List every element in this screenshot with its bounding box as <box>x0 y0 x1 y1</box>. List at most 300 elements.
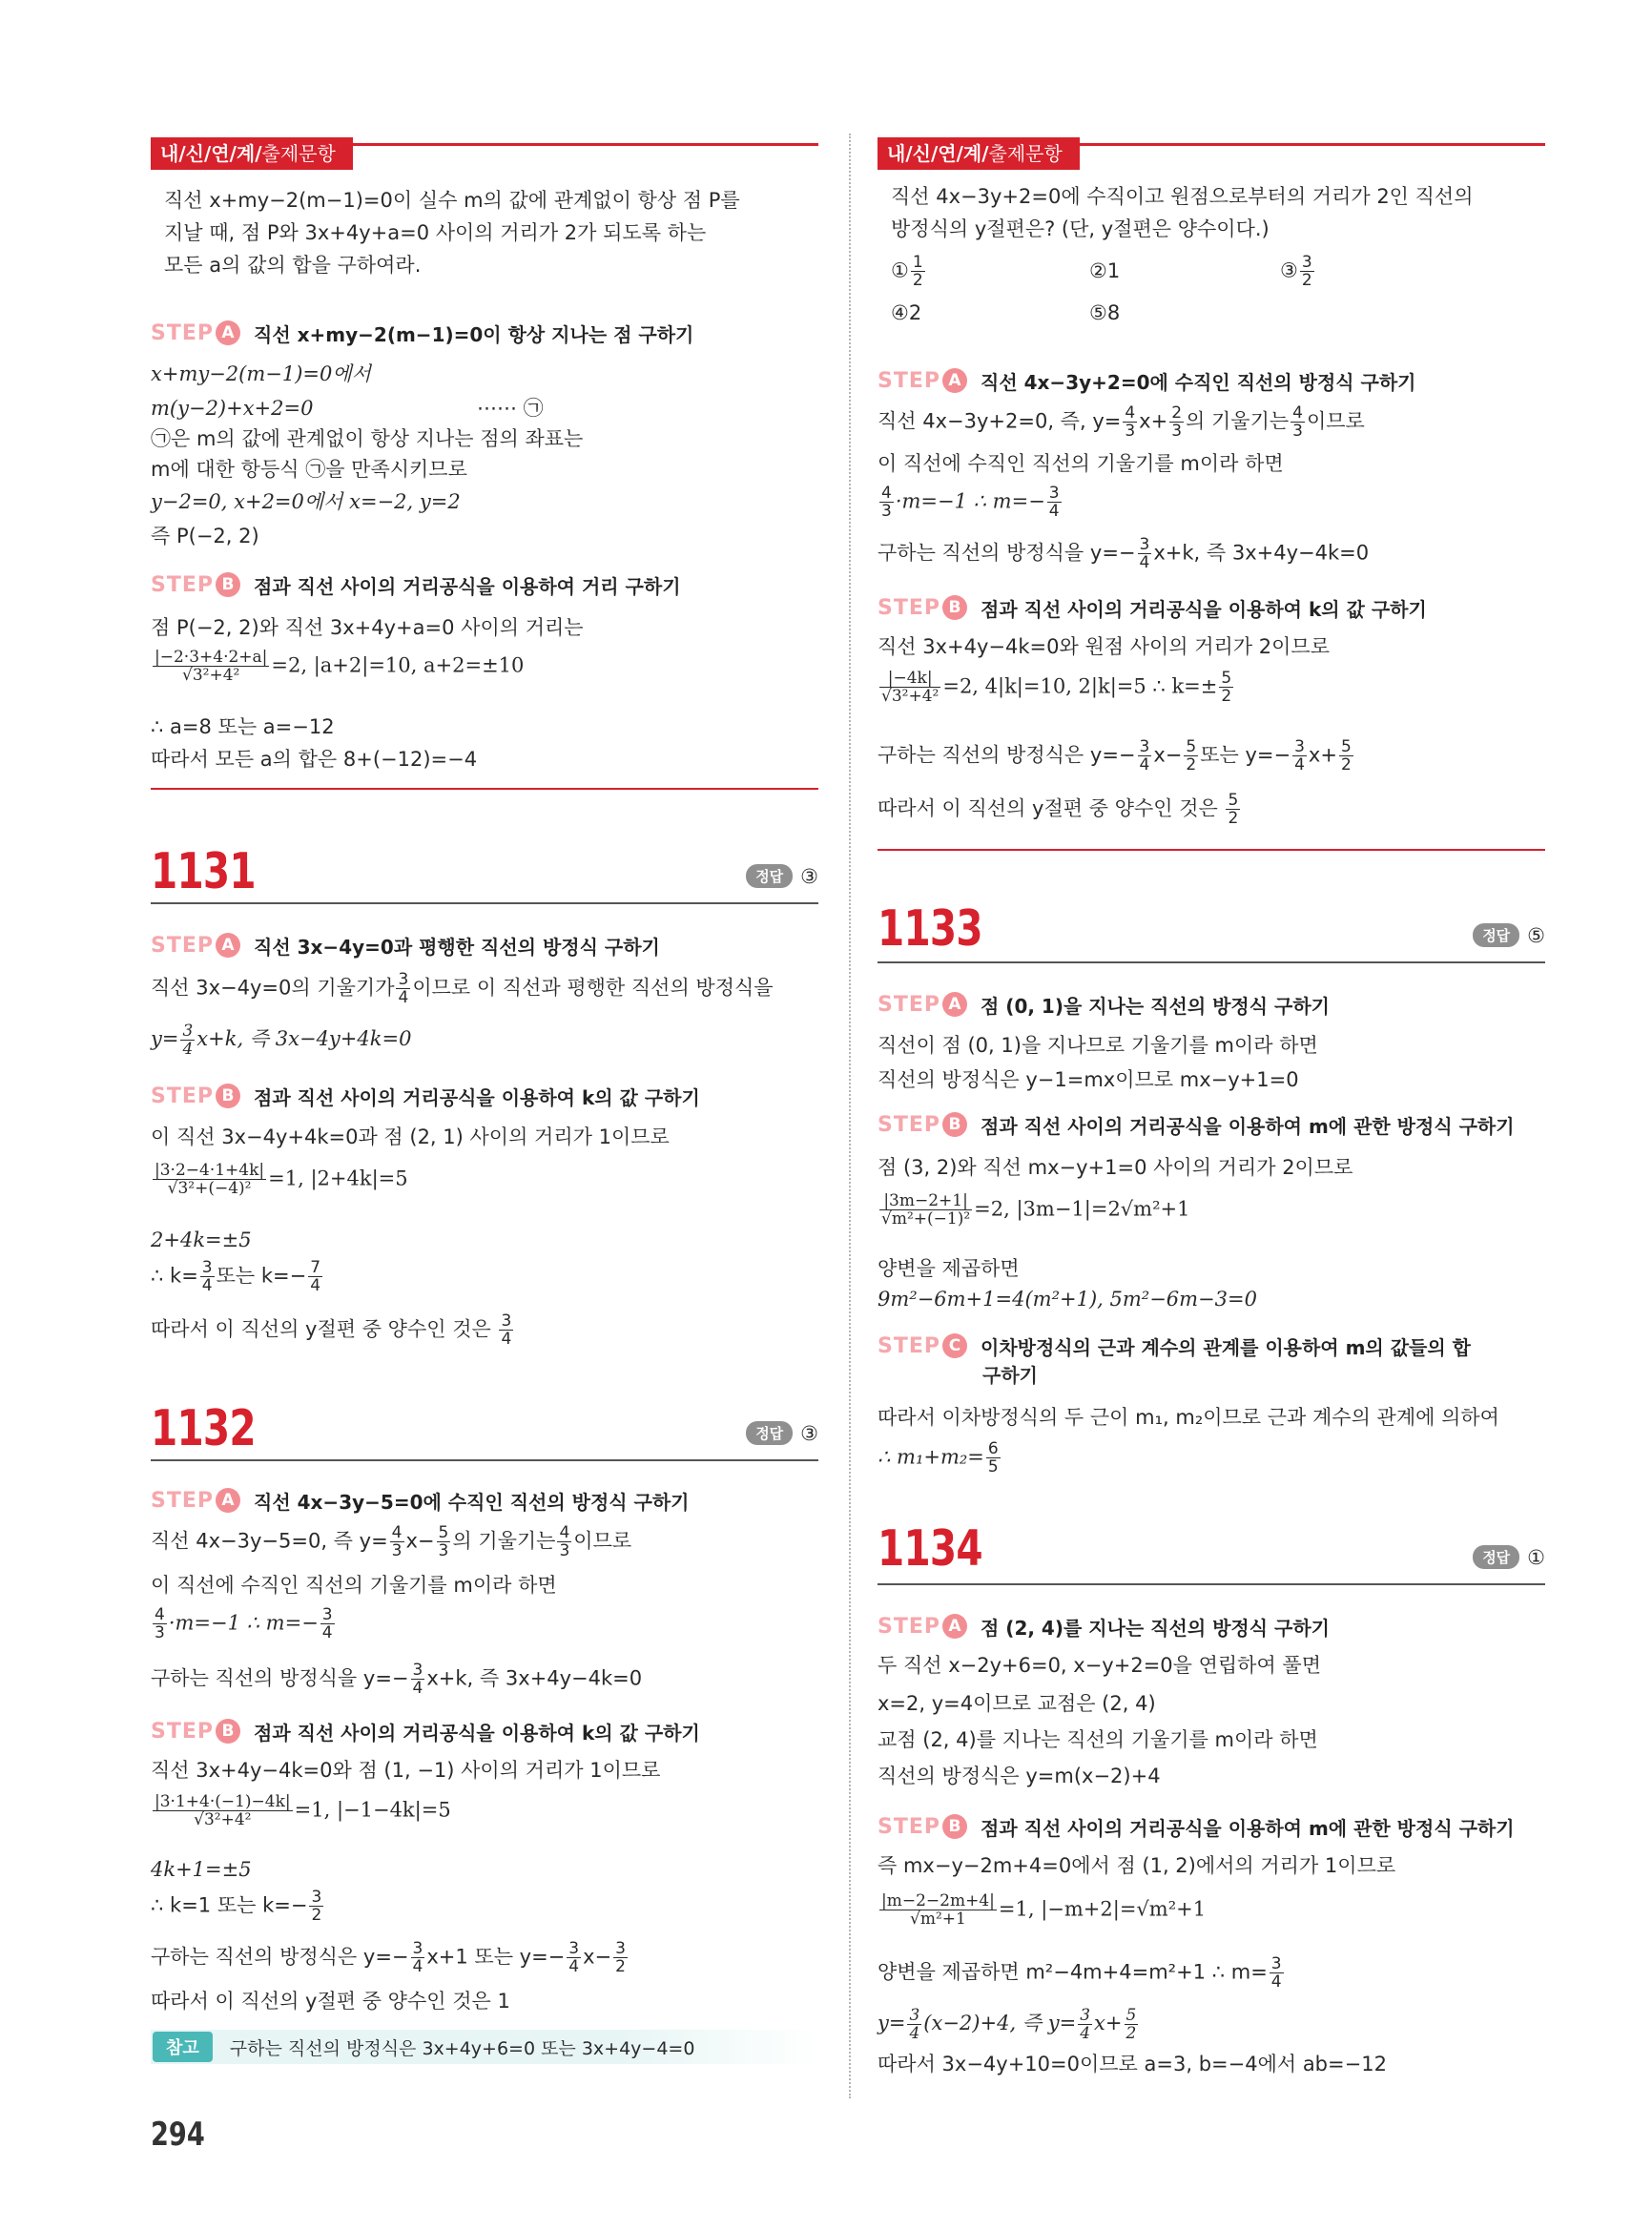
step-a-header <box>878 366 1416 395</box>
step-word: STEP <box>878 595 941 620</box>
denominator: 3 <box>1125 422 1136 441</box>
numerator: 1 <box>912 253 923 272</box>
fraction <box>613 1940 628 1975</box>
problem-underline <box>878 1583 1545 1585</box>
text: 의 기울기는 <box>1186 409 1290 433</box>
numerator: 3 <box>412 1939 423 1958</box>
numerator: 3 <box>321 1605 333 1624</box>
numerator: 4 <box>881 484 892 503</box>
distance-formula <box>878 1192 1189 1228</box>
fraction <box>907 2007 921 2042</box>
numerator: 5 <box>1186 737 1197 756</box>
denominator: 3 <box>155 1623 165 1642</box>
numerator: |−2·3+4·2+a| <box>155 648 268 667</box>
solution-line: 따라서 이차방정식의 두 근이 m₁, m₂이므로 근과 계수의 관계에 의하여 <box>878 1406 1499 1429</box>
text: x+ <box>1308 743 1337 767</box>
step-b-header <box>878 1812 1515 1841</box>
step-word: STEP <box>878 1333 941 1358</box>
fraction <box>1226 792 1240 827</box>
text: x+1 또는 y=− <box>426 1945 566 1969</box>
step-title: 점 (0, 1)을 지나는 직선의 방정식 구하기 <box>981 994 1330 1018</box>
answer-value: ⑤ <box>1527 923 1545 947</box>
text: (x−2)+4, 즉 y= <box>923 2012 1077 2034</box>
step-title: 직선 4x−3y+2=0에 수직인 직선의 방정식 구하기 <box>981 370 1416 394</box>
text: 이므로 <box>573 1529 632 1553</box>
solution-line <box>151 971 774 1006</box>
denominator: √3²+(−4)² <box>167 1179 252 1198</box>
solution-line: 직선이 점 (0, 1)을 지나므로 기울기를 m이라 하면 <box>878 1034 1318 1057</box>
denominator: 2 <box>1186 755 1197 774</box>
step-letter-b: B <box>216 1084 240 1108</box>
solution-line: ㉠은 m의 값에 관계없이 항상 지나는 점의 좌표는 <box>151 427 584 450</box>
formula-result: =2, 4|k|=10, 2|k|=5 ∴ k=± <box>942 674 1218 698</box>
step-word: STEP <box>151 1084 215 1108</box>
fraction <box>1123 404 1137 440</box>
solution-line: x=2, y=4이므로 교점은 (2, 4) <box>878 1692 1156 1715</box>
text: 구하는 직선의 방정식은 y=− <box>151 1945 409 1969</box>
text: y= <box>151 1027 179 1050</box>
reference-text: 구하는 직선의 방정식은 3x+4y+6=0 또는 3x+4y−4=0 <box>229 2037 695 2059</box>
fraction <box>557 1524 571 1559</box>
step-word: STEP <box>151 1488 215 1513</box>
fraction <box>411 1662 425 1697</box>
choice-marker: ③ <box>1280 258 1298 282</box>
fraction <box>1078 2007 1092 2042</box>
numerator: |3m−2+1| <box>879 1192 972 1210</box>
step-b-header <box>878 1110 1515 1139</box>
step-word: STEP <box>151 933 215 958</box>
numerator: 4 <box>391 1523 403 1542</box>
banner-tag <box>151 137 353 170</box>
fraction <box>879 1192 972 1228</box>
solution-line <box>151 1259 324 1294</box>
problem-number-1133: 1133 <box>878 900 982 958</box>
fraction <box>879 670 940 705</box>
solution-line: 4k+1=±5 <box>151 1858 252 1881</box>
linked-problem-banner <box>878 137 1545 170</box>
solution-line <box>151 1022 411 1058</box>
text: 양변을 제곱하면 m²−4m+4=m²+1 ∴ m= <box>878 1960 1268 1984</box>
step-letter-b: B <box>942 1814 967 1839</box>
fraction <box>153 1793 293 1828</box>
equation-marker: ⋯⋯ ㉠ <box>477 397 544 420</box>
numerator: 3 <box>1139 535 1150 554</box>
step-letter-b: B <box>942 595 967 620</box>
fraction <box>1169 404 1184 440</box>
answer-badge <box>1473 1545 1545 1569</box>
step-letter-b: B <box>216 1719 240 1744</box>
numerator: 2 <box>1171 403 1183 423</box>
text: ∴ k=1 또는 k=− <box>151 1893 308 1917</box>
denominator: 4 <box>412 1679 423 1698</box>
step-title: 직선 4x−3y−5=0에 수직인 직선의 방정식 구하기 <box>254 1490 690 1514</box>
fraction <box>567 1940 581 1975</box>
solution-line: 이 직선 3x−4y+4k=0과 점 (2, 1) 사이의 거리가 1이므로 <box>151 1125 670 1148</box>
step-letter-a: A <box>942 368 967 393</box>
text: 구하는 직선의 방정식을 y=− <box>151 1666 409 1690</box>
step-word: STEP <box>151 320 215 345</box>
numerator: 4 <box>559 1523 570 1542</box>
numerator: |−4k| <box>879 670 940 688</box>
reference-note <box>151 2030 818 2064</box>
step-title: 이차방정식의 근과 계수의 관계를 이용하여 m의 값들의 합 <box>981 1335 1471 1359</box>
step-title: 점과 직선 사이의 거리공식을 이용하여 거리 구하기 <box>254 574 681 598</box>
step-c-header <box>878 1332 1471 1360</box>
solution-line: 양변을 제곱하면 <box>878 1257 1020 1280</box>
fraction <box>1270 1955 1284 1991</box>
text: x+ <box>1094 2012 1123 2034</box>
step-a-header <box>151 1486 690 1515</box>
solution-line: 두 직선 x−2y+6=0, x−y+2=0을 연립하여 풀면 <box>878 1654 1322 1677</box>
text: x− <box>583 1945 612 1969</box>
text: ·m=−1 ∴ m=− <box>168 1611 319 1635</box>
denominator: 4 <box>568 1957 580 1976</box>
fraction <box>1292 738 1307 774</box>
section-end-line <box>151 788 818 790</box>
numerator: 3 <box>568 1939 580 1958</box>
answer-label: 정답 <box>1473 1545 1519 1569</box>
denominator: 4 <box>182 1040 194 1059</box>
solution-line: 따라서 3x−4y+10=0이므로 a=3, b=−4에서 ab=−12 <box>878 2053 1387 2075</box>
step-title: 점과 직선 사이의 거리공식을 이용하여 k의 값 구하기 <box>254 1721 700 1745</box>
reference-badge: 참고 <box>153 2032 213 2062</box>
formula-result: =2, |3m−1|=2√m²+1 <box>974 1197 1190 1221</box>
step-b-header <box>151 1717 700 1745</box>
numerator: 3 <box>1139 737 1150 756</box>
numerator: 4 <box>1292 403 1303 423</box>
text: x− <box>1153 743 1183 767</box>
numerator: 3 <box>1270 1954 1282 1973</box>
fraction <box>1047 485 1062 520</box>
step-word: STEP <box>878 992 941 1017</box>
solution-line: m(y−2)+x+2=0 <box>151 397 314 420</box>
solution-line <box>878 1440 1002 1476</box>
problem-line-2: 지날 때, 점 P와 3x+4y+a=0 사이의 거리가 2가 되도록 하는 <box>164 221 707 244</box>
section-end-line <box>878 849 1545 851</box>
linked-problem-banner <box>151 137 818 170</box>
solution-line <box>878 1955 1286 1991</box>
solution-line: 따라서 모든 a의 합은 8+(−12)=−4 <box>151 748 478 771</box>
distance-formula <box>151 1793 451 1828</box>
problem-line-1: 직선 x+my−2(m−1)=0이 실수 m의 값에 관계없이 항상 점 P를 <box>164 189 740 212</box>
text: ·m=−1 ∴ m=− <box>895 489 1045 513</box>
choice-4: ④2 <box>891 301 922 324</box>
text: y= <box>878 2012 906 2034</box>
text: ∴ k= <box>151 1264 198 1288</box>
step-title: 직선 x+my−2(m−1)=0이 항상 지나는 점 구하기 <box>254 322 694 346</box>
formula-result: =2, |a+2|=10, a+2=±10 <box>271 653 525 677</box>
numerator: 3 <box>201 1258 213 1277</box>
text: x+k, 즉 3x−4y+4k=0 <box>196 1027 412 1050</box>
text: 직선 4x−3y−5=0, 즉 y= <box>151 1529 388 1553</box>
solution-line <box>151 1662 642 1697</box>
page-number: 294 <box>151 2116 205 2154</box>
fraction <box>879 485 894 520</box>
distance-formula <box>151 649 524 684</box>
column-divider <box>849 134 851 2098</box>
step-word: STEP <box>878 1614 941 1639</box>
answer-value: ① <box>1527 1545 1545 1569</box>
solution-line: 2+4k=±5 <box>151 1229 252 1251</box>
solution-line: 직선의 방정식은 y−1=mx이므로 mx−y+1=0 <box>878 1068 1299 1091</box>
solution-line <box>878 485 1063 520</box>
text: 따라서 이 직선의 y절편 중 양수인 것은 <box>151 1317 491 1341</box>
fraction <box>308 1259 322 1294</box>
denominator: 4 <box>398 988 409 1007</box>
choice-2: ②1 <box>1089 259 1121 282</box>
text: 따라서 이 직선의 y절편 중 양수인 것은 <box>878 796 1218 820</box>
text: 직선 3x−4y=0의 기울기가 <box>151 976 395 1000</box>
numerator: 3 <box>615 1939 626 1958</box>
fraction <box>153 1606 167 1642</box>
solution-line <box>878 404 1365 440</box>
denominator: 2 <box>615 1957 626 1976</box>
fraction <box>986 1440 1001 1476</box>
problem-number-1134: 1134 <box>878 1520 982 1578</box>
fraction <box>437 1524 451 1559</box>
answer-value: ③ <box>800 1421 818 1445</box>
answer-badge <box>1473 923 1545 947</box>
banner-tag-light: 출제문항 <box>261 142 336 165</box>
fraction <box>911 254 925 289</box>
step-title: 점과 직선 사이의 거리공식을 이용하여 k의 값 구하기 <box>254 1085 700 1109</box>
denominator: 4 <box>1270 1972 1282 1992</box>
problem-number-1132: 1132 <box>151 1400 256 1457</box>
denominator: 4 <box>909 2024 920 2043</box>
solution-line: 즉 mx−y−2m+4=0에서 점 (1, 2)에서의 거리가 1이므로 <box>878 1854 1396 1877</box>
numerator: 7 <box>310 1258 321 1277</box>
problem-underline <box>878 961 1545 963</box>
fraction <box>1339 738 1353 774</box>
denominator: 4 <box>310 1276 321 1295</box>
fraction <box>180 1022 195 1058</box>
numerator: |3·2−4·1+4k| <box>155 1161 265 1180</box>
numerator: 3 <box>909 2006 920 2025</box>
denominator: 2 <box>912 271 923 290</box>
denominator: 2 <box>1221 687 1232 706</box>
fraction <box>153 1162 266 1197</box>
denominator: 5 <box>987 1457 999 1476</box>
fraction <box>1125 2007 1139 2042</box>
fraction <box>1138 738 1152 774</box>
denominator: √3²+4² <box>182 666 240 685</box>
step-b-header <box>151 1082 700 1110</box>
solution-line <box>151 1889 325 1924</box>
step-a-header <box>878 1612 1330 1641</box>
solution-line <box>878 738 1355 774</box>
fraction <box>153 649 269 684</box>
formula-result: =1, |−1−4k|=5 <box>294 1798 451 1822</box>
denominator: 3 <box>559 1541 570 1560</box>
choice-marker: ① <box>891 258 909 282</box>
solution-line: 점 P(−2, 2)와 직선 3x+4y+a=0 사이의 거리는 <box>151 616 584 639</box>
answer-label: 정답 <box>1473 923 1519 947</box>
solution-line <box>878 792 1242 827</box>
numerator: 3 <box>1080 2006 1091 2025</box>
banner-tag <box>878 137 1080 170</box>
text: x+k, 즉 3x+4y−4k=0 <box>1153 541 1370 565</box>
solution-line <box>878 2007 1140 2042</box>
step-letter-b: B <box>942 1112 967 1137</box>
step-b-header <box>878 593 1427 622</box>
solution-line <box>151 1524 631 1559</box>
text: ∴ m₁+m₂= <box>878 1445 984 1469</box>
step-letter-b: B <box>216 572 240 597</box>
denominator: 2 <box>311 1906 322 1925</box>
denominator: √m²+(−1)² <box>881 1209 971 1229</box>
numerator: 4 <box>155 1605 165 1624</box>
step-letter-a: A <box>216 320 240 345</box>
numerator: |3·1+4·(−1)−4k| <box>155 1792 291 1811</box>
text: 또는 y=− <box>1200 743 1291 767</box>
text: x+ <box>1139 409 1168 433</box>
step-letter-c: C <box>942 1333 967 1358</box>
fraction <box>320 1606 335 1642</box>
denominator: 3 <box>1171 422 1183 441</box>
denominator: 3 <box>391 1541 403 1560</box>
solution-line: y−2=0, x+2=0에서 x=−2, y=2 <box>151 490 461 513</box>
problem-underline <box>151 902 818 904</box>
solution-line <box>151 1606 337 1642</box>
denominator: 4 <box>1294 755 1305 774</box>
solution-line: m에 대한 항등식 ㉠을 만족시키므로 <box>151 458 467 481</box>
denominator: √m²+1 <box>910 1910 966 1929</box>
fraction <box>499 1312 513 1348</box>
problem-line-2: 방정식의 y절편은? (단, y절편은 양수이다.) <box>891 217 1270 240</box>
step-a-header <box>151 319 693 347</box>
solution-line: 즉 P(−2, 2) <box>151 525 259 547</box>
denominator: 4 <box>201 1276 213 1295</box>
denominator: √3²+4² <box>881 687 940 706</box>
text: 직선 4x−3y+2=0, 즉, y= <box>878 409 1122 433</box>
denominator: 4 <box>1048 502 1060 521</box>
numerator: 3 <box>1301 253 1312 272</box>
choice-3 <box>1280 254 1316 289</box>
fraction <box>879 1892 997 1928</box>
answer-badge <box>746 1421 818 1445</box>
text: 의 기울기는 <box>452 1529 556 1553</box>
fraction <box>1184 738 1198 774</box>
numerator: 3 <box>182 1022 194 1041</box>
solution-line: 이 직선에 수직인 직선의 기울기를 m이라 하면 <box>151 1574 557 1597</box>
text: x+k, 즉 3x+4y−4k=0 <box>426 1666 643 1690</box>
solution-line: 직선 3x+4y−4k=0와 점 (1, −1) 사이의 거리가 1이므로 <box>151 1759 661 1782</box>
text: 또는 k=− <box>216 1264 307 1288</box>
fraction <box>396 971 410 1006</box>
answer-label: 정답 <box>746 864 793 888</box>
denominator: √3²+4² <box>194 1810 252 1829</box>
fraction <box>200 1259 215 1294</box>
solution-line: 점 (3, 2)와 직선 mx−y+1=0 사이의 거리가 2이므로 <box>878 1156 1353 1179</box>
step-title: 점 (2, 4)를 지나는 직선의 방정식 구하기 <box>981 1616 1330 1640</box>
step-letter-a: A <box>942 1614 967 1639</box>
fraction <box>411 1940 425 1975</box>
numerator: 5 <box>1221 669 1232 688</box>
problem-number-1131: 1131 <box>151 843 256 900</box>
distance-formula <box>878 670 1235 705</box>
solution-line <box>151 1312 515 1348</box>
distance-formula <box>151 1162 408 1197</box>
denominator: 4 <box>501 1330 512 1349</box>
formula-result: =1, |−m+2|=√m²+1 <box>998 1897 1207 1921</box>
text: 구하는 직선의 방정식은 y=− <box>878 743 1136 767</box>
text: x− <box>405 1529 435 1553</box>
answer-badge <box>746 864 818 888</box>
solution-line <box>878 536 1369 571</box>
solution-line: 교점 (2, 4)를 지나는 직선의 기울기를 m이라 하면 <box>878 1728 1318 1751</box>
text: 구하는 직선의 방정식을 y=− <box>878 541 1136 565</box>
text: 이므로 <box>1306 409 1365 433</box>
numerator: 6 <box>987 1439 999 1458</box>
step-word: STEP <box>878 368 941 393</box>
solution-line: 직선의 방정식은 y=m(x−2)+4 <box>878 1765 1161 1787</box>
step-title: 점과 직선 사이의 거리공식을 이용하여 m에 관한 방정식 구하기 <box>981 1114 1515 1138</box>
numerator: 3 <box>412 1661 423 1680</box>
banner-tag-bold: 내/신/연/계/ <box>160 142 262 165</box>
step-word: STEP <box>151 572 215 597</box>
solution-line: 따라서 이 직선의 y절편 중 양수인 것은 1 <box>151 1990 510 2013</box>
denominator: 2 <box>1340 755 1352 774</box>
solution-line: x+my−2(m−1)=0에서 <box>151 362 371 385</box>
numerator: 5 <box>438 1523 449 1542</box>
choice-5: ⑤8 <box>1089 301 1121 324</box>
numerator: 3 <box>398 970 409 989</box>
solution-line <box>151 1940 630 1975</box>
step-word: STEP <box>878 1112 941 1137</box>
solution-line: 직선 3x+4y−4k=0와 원점 사이의 거리가 2이므로 <box>878 635 1330 658</box>
denominator: 4 <box>1139 553 1150 572</box>
text: 이므로 이 직선과 평행한 직선의 방정식을 <box>412 976 774 1000</box>
denominator: 2 <box>1301 271 1312 290</box>
step-a-header <box>878 990 1330 1019</box>
banner-tag-light: 출제문항 <box>988 142 1063 165</box>
problem-line-3: 모든 a의 값의 합을 구하여라. <box>164 254 422 277</box>
numerator: 5 <box>1340 737 1352 756</box>
solution-line: 이 직선에 수직인 직선의 기울기를 m이라 하면 <box>878 452 1284 475</box>
answer-label: 정답 <box>746 1421 793 1445</box>
denominator: 4 <box>1080 2024 1091 2043</box>
denominator: 4 <box>412 1957 423 1976</box>
denominator: 3 <box>881 502 892 521</box>
numerator: 5 <box>1125 2006 1137 2025</box>
numerator: 5 <box>1228 791 1239 810</box>
denominator: 3 <box>1292 422 1303 441</box>
numerator: 3 <box>1048 484 1060 503</box>
problem-underline <box>151 1459 818 1461</box>
formula-result: =1, |2+4k|=5 <box>268 1167 408 1190</box>
step-title: 점과 직선 사이의 거리공식을 이용하여 k의 값 구하기 <box>981 597 1427 621</box>
numerator: 3 <box>1294 737 1305 756</box>
distance-formula <box>878 1892 1206 1928</box>
denominator: 2 <box>1125 2024 1137 2043</box>
fraction <box>309 1889 323 1924</box>
choice-1 <box>891 254 927 289</box>
denominator: 4 <box>1139 755 1150 774</box>
denominator: 3 <box>438 1541 449 1560</box>
problem-line-1: 직선 4x−3y+2=0에 수직이고 원점으로부터의 거리가 2인 직선의 <box>891 185 1474 208</box>
denominator: 2 <box>1228 809 1239 828</box>
step-title: 직선 3x−4y=0과 평행한 직선의 방정식 구하기 <box>254 935 660 959</box>
step-word: STEP <box>878 1814 941 1839</box>
fraction <box>1300 254 1314 289</box>
numerator: 3 <box>311 1888 322 1907</box>
answer-value: ③ <box>800 864 818 888</box>
fraction <box>1219 670 1233 705</box>
denominator: 4 <box>321 1623 333 1642</box>
solution-line: 9m²−6m+1=4(m²+1), 5m²−6m−3=0 <box>878 1288 1257 1311</box>
step-b-header <box>151 570 681 599</box>
step-a-header <box>151 931 660 960</box>
